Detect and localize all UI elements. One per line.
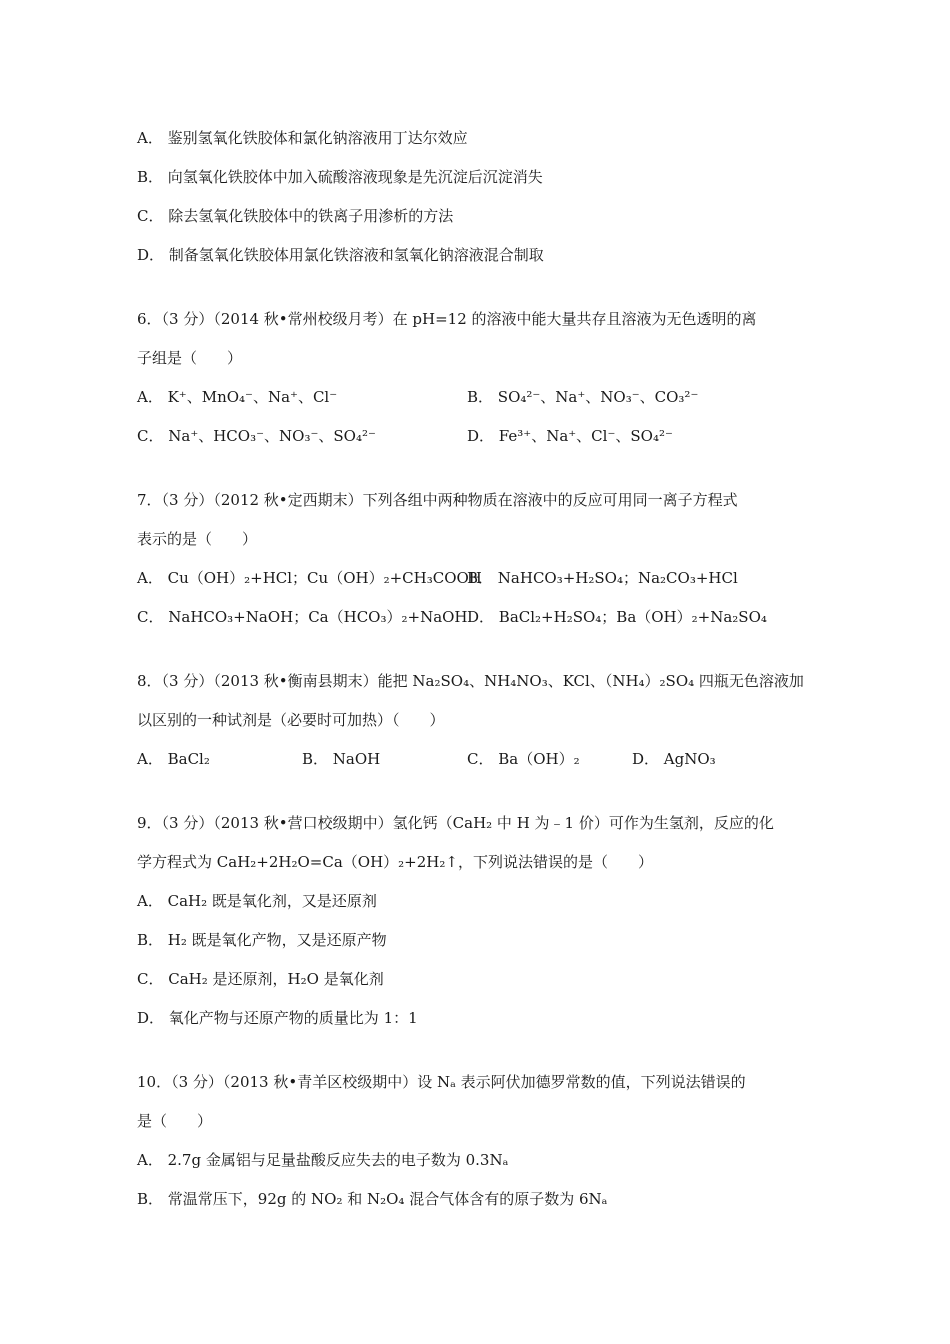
q10-stem-line1: 10．（3 分）（2013 秋•青羊区校级期中）设 Nₐ 表示阿伏加德罗常数的值，下列说法错误的 — [137, 1073, 746, 1091]
q7-option-b: B． NaHCO₃+H₂SO₄；Na₂CO₃+HCl — [467, 569, 738, 587]
q9-stem-line2: 学方程式为 CaH₂+2H₂O=Ca（OH）₂+2H₂↑，下列说法错误的是（ ） — [137, 853, 653, 871]
q8-option-d: D． AgNO₃ — [632, 750, 716, 768]
q9-option-d: D． 氧化产物与还原产物的质量比为 1：1 — [137, 1009, 418, 1027]
q8-option-b: B． NaOH — [302, 750, 381, 768]
q5-option-c: C． 除去氢氧化铁胶体中的铁离子用渗析的方法 — [137, 207, 454, 225]
q5-option-d: D． 制备氢氧化铁胶体用氯化铁溶液和氢氧化钠溶液混合制取 — [137, 246, 544, 264]
q6-option-c: C． Na⁺、HCO₃⁻、NO₃⁻、SO₄²⁻ — [137, 427, 376, 445]
q7-stem-line1: 7．（3 分）（2012 秋•定西期末）下列各组中两种物质在溶液中的反应可用同一离子方程式 — [137, 491, 738, 509]
q5-option-a: A． 鉴别氢氧化铁胶体和氯化钠溶液用丁达尔效应 — [137, 129, 468, 147]
q7-option-d: D． BaCl₂+H₂SO₄；Ba（OH）₂+Na₂SO₄ — [467, 608, 767, 626]
q10-stem-line2: 是（ ） — [137, 1112, 213, 1130]
q6-option-b: B． SO₄²⁻、Na⁺、NO₃⁻、CO₃²⁻ — [467, 388, 699, 406]
q5-option-b: B． 向氢氧化铁胶体中加入硫酸溶液现象是先沉淀后沉淀消失 — [137, 168, 543, 186]
q7-option-c: C． NaHCO₃+NaOH；Ca（HCO₃）₂+NaOH — [137, 608, 468, 626]
q9-option-b: B． H₂ 既是氧化产物，又是还原产物 — [137, 931, 387, 949]
q9-option-a: A． CaH₂ 既是氧化剂，又是还原剂 — [137, 892, 377, 910]
q7-stem-line2: 表示的是（ ） — [137, 530, 258, 548]
q6-stem-line2: 子组是（ ） — [137, 349, 243, 367]
q8-stem-line2: 以区别的一种试剂是（必要时可加热）（ ） — [137, 711, 445, 729]
q7-option-a: A． Cu（OH）₂+HCl；Cu（OH）₂+CH₃COOH — [137, 569, 482, 587]
q8-option-a: A． BaCl₂ — [137, 750, 210, 768]
q10-option-a: A． 2.7g 金属铝与足量盐酸反应失去的电子数为 0.3Nₐ — [137, 1151, 509, 1169]
q6-option-d: D． Fe³⁺、Na⁺、Cl⁻、SO₄²⁻ — [467, 427, 673, 445]
q6-stem-line1: 6．（3 分）（2014 秋•常州校级月考）在 pH=12 的溶液中能大量共存且溶液为无色透明的离 — [137, 310, 757, 328]
q9-stem-line1: 9．（3 分）（2013 秋•营口校级期中）氢化钙（CaH₂ 中 H 为﹣1 价）可作为生氢剂，反应的化 — [137, 814, 774, 832]
q8-stem-line1: 8．（3 分）（2013 秋•衡南县期末）能把 Na₂SO₄、NH₄NO₃、KCl、（NH₄）₂SO₄ 四瓶无色溶液加 — [137, 672, 804, 690]
q10-option-b: B． 常温常压下，92g 的 NO₂ 和 N₂O₄ 混合气体含有的原子数为 6Nₐ — [137, 1190, 608, 1208]
q6-option-a: A． K⁺、MnO₄⁻、Na⁺、Cl⁻ — [137, 388, 338, 406]
q9-option-c: C． CaH₂ 是还原剂，H₂O 是氧化剂 — [137, 970, 384, 988]
q8-option-c: C． Ba（OH）₂ — [467, 750, 580, 768]
